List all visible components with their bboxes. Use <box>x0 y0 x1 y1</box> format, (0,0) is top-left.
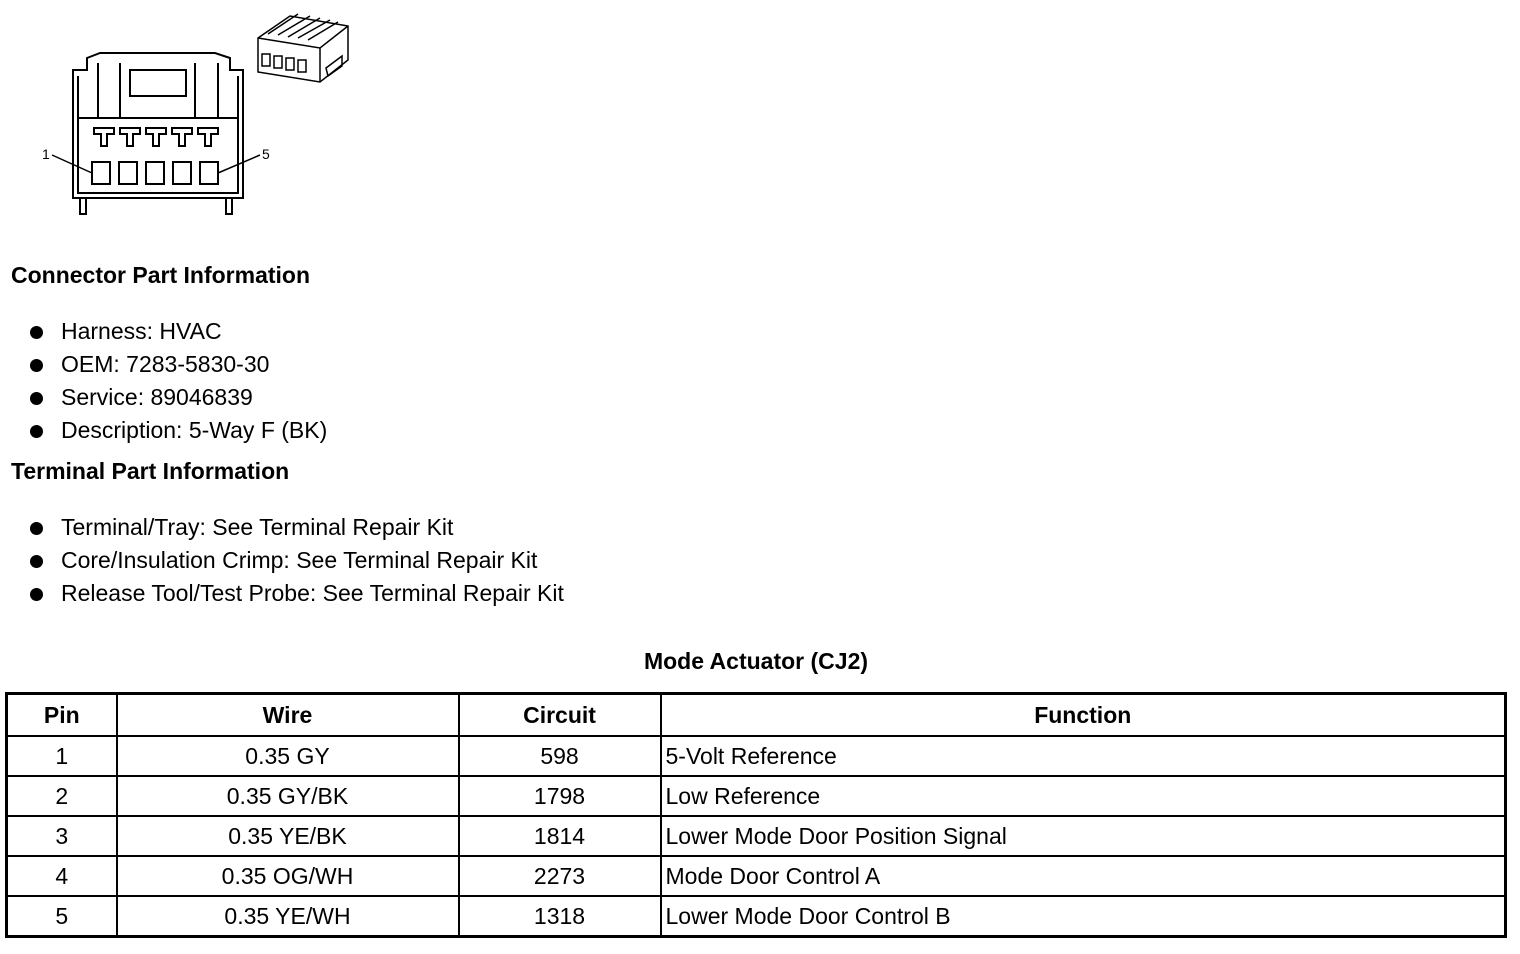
table-row <box>7 856 1506 896</box>
connector-part-info-heading: Connector Part Information <box>11 262 311 288</box>
cell-circuit: 1814 <box>459 816 661 856</box>
cell-function: Mode Door Control A <box>661 856 1506 896</box>
terminal-part-info-heading: Terminal Part Information <box>11 458 290 484</box>
cell-function: Lower Mode Door Position Signal <box>661 816 1506 856</box>
table-row <box>7 896 1506 937</box>
pinout-table <box>5 692 1507 938</box>
pin-label-1: 1 <box>42 146 50 162</box>
header-pin: Pin <box>7 694 117 737</box>
cell-circuit: 2273 <box>459 856 661 896</box>
table-title: Mode Actuator (CJ2) <box>643 648 869 674</box>
cell-function: Lower Mode Door Control B <box>661 896 1506 937</box>
table-row <box>7 816 1506 856</box>
cell-function: Low Reference <box>661 776 1506 816</box>
bullet-icon <box>30 359 43 372</box>
cell-circuit: 1798 <box>459 776 661 816</box>
bullet-icon <box>30 588 43 601</box>
cell-circuit: 598 <box>459 736 661 776</box>
cell-function: 5-Volt Reference <box>661 736 1506 776</box>
pin-label-5: 5 <box>262 146 270 162</box>
bullet-icon <box>30 425 43 438</box>
header-circuit: Circuit <box>459 694 661 737</box>
bullet-icon <box>30 326 43 339</box>
cell-wire: 0.35 GY <box>117 736 459 776</box>
cell-wire: 0.35 GY/BK <box>117 776 459 816</box>
connector-face-diagram <box>30 8 370 218</box>
cell-pin: 2 <box>7 776 117 816</box>
header-function: Function <box>661 694 1506 737</box>
cell-wire: 0.35 OG/WH <box>117 856 459 896</box>
bullet-icon <box>30 522 43 535</box>
cell-pin: 1 <box>7 736 117 776</box>
cell-circuit: 1318 <box>459 896 661 937</box>
table-header-row <box>7 694 1506 737</box>
cell-wire: 0.35 YE/WH <box>117 896 459 937</box>
table-row <box>7 736 1506 776</box>
cell-wire: 0.35 YE/BK <box>117 816 459 856</box>
cell-pin: 5 <box>7 896 117 937</box>
cell-pin: 4 <box>7 856 117 896</box>
cell-pin: 3 <box>7 816 117 856</box>
table-row <box>7 776 1506 816</box>
bullet-icon <box>30 392 43 405</box>
header-wire: Wire <box>117 694 459 737</box>
bullet-icon <box>30 555 43 568</box>
